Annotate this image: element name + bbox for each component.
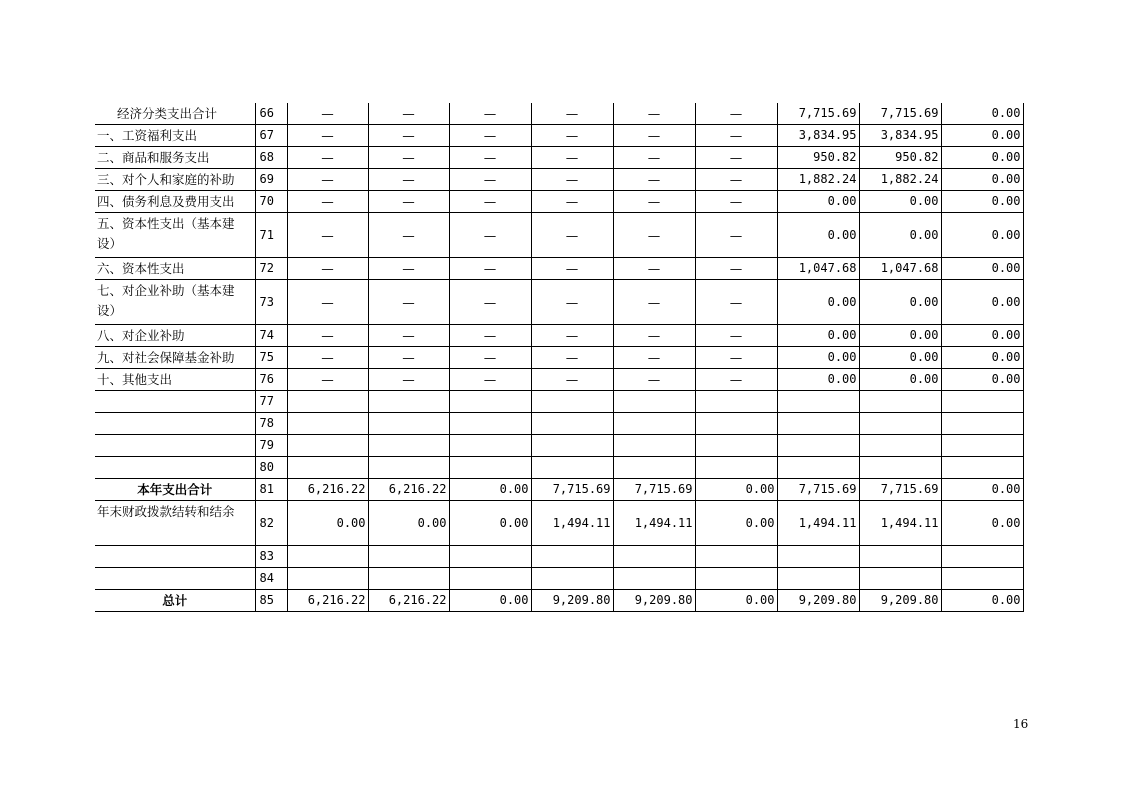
row-label: 八、对企业补助 [95, 325, 255, 347]
value-cell: — [531, 369, 613, 391]
value-cell: 0.00 [859, 325, 941, 347]
value-cell [941, 568, 1023, 590]
table-body [95, 103, 1023, 612]
row-label: 十、其他支出 [95, 369, 255, 391]
table-row [95, 568, 1023, 590]
table-row [95, 457, 1023, 479]
value-cell [449, 413, 531, 435]
row-label [95, 457, 255, 479]
table-row [95, 391, 1023, 413]
value-cell: 9,209.80 [777, 590, 859, 612]
table-row [95, 479, 1023, 501]
value-cell: 0.00 [859, 213, 941, 258]
line-number: 67 [255, 125, 287, 147]
value-cell: 1,882.24 [859, 169, 941, 191]
value-cell: — [368, 169, 449, 191]
value-cell: — [613, 103, 695, 125]
line-number: 68 [255, 147, 287, 169]
value-cell: 0.00 [941, 280, 1023, 325]
table-row [95, 369, 1023, 391]
value-cell: 7,715.69 [859, 103, 941, 125]
value-cell [941, 435, 1023, 457]
value-cell: 0.00 [695, 479, 777, 501]
value-cell: — [695, 280, 777, 325]
value-cell: 0.00 [941, 169, 1023, 191]
value-cell: 0.00 [449, 590, 531, 612]
value-cell: — [613, 213, 695, 258]
value-cell: 6,216.22 [287, 479, 368, 501]
page-number: 16 [1013, 717, 1029, 731]
value-cell: 3,834.95 [777, 125, 859, 147]
value-cell: — [449, 258, 531, 280]
value-cell: 7,715.69 [531, 479, 613, 501]
value-cell: 0.00 [777, 369, 859, 391]
value-cell [777, 413, 859, 435]
line-number: 77 [255, 391, 287, 413]
value-cell: — [287, 169, 368, 191]
row-label: 二、商品和服务支出 [95, 147, 255, 169]
value-cell: 0.00 [941, 258, 1023, 280]
value-cell: — [695, 325, 777, 347]
value-cell: — [531, 347, 613, 369]
value-cell [449, 546, 531, 568]
table-row [95, 280, 1023, 325]
value-cell: — [695, 169, 777, 191]
value-cell [287, 413, 368, 435]
value-cell: 1,494.11 [531, 501, 613, 546]
line-number: 81 [255, 479, 287, 501]
value-cell: — [613, 125, 695, 147]
table-row [95, 590, 1023, 612]
value-cell: 7,715.69 [777, 479, 859, 501]
value-cell [531, 435, 613, 457]
value-cell [368, 413, 449, 435]
line-number: 76 [255, 369, 287, 391]
line-number: 85 [255, 590, 287, 612]
value-cell: — [368, 191, 449, 213]
value-cell: — [287, 369, 368, 391]
value-cell [941, 457, 1023, 479]
value-cell: 3,834.95 [859, 125, 941, 147]
value-cell: — [368, 103, 449, 125]
table-row [95, 347, 1023, 369]
value-cell [613, 546, 695, 568]
table-row [95, 191, 1023, 213]
table-row [95, 546, 1023, 568]
value-cell: — [287, 325, 368, 347]
value-cell: 0.00 [941, 590, 1023, 612]
row-label: 经济分类支出合计 [95, 103, 255, 125]
table-row [95, 125, 1023, 147]
value-cell [613, 457, 695, 479]
value-cell: — [695, 191, 777, 213]
value-cell: 0.00 [859, 369, 941, 391]
value-cell [695, 457, 777, 479]
row-label: 四、债务利息及费用支出 [95, 191, 255, 213]
value-cell: — [449, 169, 531, 191]
value-cell: — [449, 191, 531, 213]
value-cell [368, 435, 449, 457]
value-cell: — [613, 169, 695, 191]
value-cell: — [368, 147, 449, 169]
value-cell: — [449, 369, 531, 391]
row-label [95, 391, 255, 413]
value-cell [368, 546, 449, 568]
value-cell [859, 391, 941, 413]
value-cell [287, 457, 368, 479]
value-cell: 0.00 [941, 213, 1023, 258]
value-cell: — [531, 213, 613, 258]
value-cell [695, 568, 777, 590]
value-cell [368, 457, 449, 479]
value-cell: 1,047.68 [777, 258, 859, 280]
value-cell: — [531, 103, 613, 125]
value-cell [695, 546, 777, 568]
value-cell: — [695, 347, 777, 369]
value-cell: — [531, 125, 613, 147]
value-cell [531, 391, 613, 413]
value-cell [287, 568, 368, 590]
value-cell [941, 546, 1023, 568]
value-cell: — [531, 258, 613, 280]
value-cell: — [449, 213, 531, 258]
line-number: 75 [255, 347, 287, 369]
value-cell [777, 391, 859, 413]
value-cell: 7,715.69 [613, 479, 695, 501]
row-label: 一、工资福利支出 [95, 125, 255, 147]
value-cell: 0.00 [859, 347, 941, 369]
value-cell [449, 457, 531, 479]
row-label: 五、资本性支出（基本建设） [95, 213, 255, 258]
line-number: 84 [255, 568, 287, 590]
value-cell: 0.00 [777, 325, 859, 347]
table-row [95, 435, 1023, 457]
value-cell [695, 435, 777, 457]
value-cell: — [287, 103, 368, 125]
value-cell [777, 568, 859, 590]
value-cell: 7,715.69 [777, 103, 859, 125]
table-row [95, 169, 1023, 191]
value-cell: — [368, 258, 449, 280]
value-cell: 9,209.80 [531, 590, 613, 612]
row-label: 九、对社会保障基金补助 [95, 347, 255, 369]
value-cell [613, 435, 695, 457]
value-cell [941, 413, 1023, 435]
value-cell: — [613, 280, 695, 325]
row-label: 总计 [95, 590, 255, 612]
table-row [95, 258, 1023, 280]
value-cell [531, 413, 613, 435]
value-cell [531, 546, 613, 568]
value-cell [449, 435, 531, 457]
value-cell: — [695, 258, 777, 280]
value-cell: 0.00 [859, 280, 941, 325]
row-label: 年末财政拨款结转和结余 [95, 501, 255, 546]
value-cell: — [287, 147, 368, 169]
value-cell [695, 413, 777, 435]
value-cell: — [531, 325, 613, 347]
value-cell [613, 568, 695, 590]
line-number: 80 [255, 457, 287, 479]
value-cell [287, 546, 368, 568]
value-cell [287, 391, 368, 413]
line-number: 70 [255, 191, 287, 213]
line-number: 71 [255, 213, 287, 258]
row-label [95, 568, 255, 590]
value-cell [287, 435, 368, 457]
value-cell: — [613, 191, 695, 213]
row-label: 七、对企业补助（基本建设） [95, 280, 255, 325]
value-cell: 1,882.24 [777, 169, 859, 191]
value-cell: 0.00 [941, 103, 1023, 125]
value-cell: — [613, 369, 695, 391]
table-row [95, 413, 1023, 435]
value-cell [777, 435, 859, 457]
value-cell: — [449, 125, 531, 147]
value-cell: 7,715.69 [859, 479, 941, 501]
table-row [95, 147, 1023, 169]
value-cell [777, 457, 859, 479]
value-cell: 0.00 [941, 369, 1023, 391]
line-number: 66 [255, 103, 287, 125]
line-number: 74 [255, 325, 287, 347]
value-cell [859, 413, 941, 435]
value-cell [941, 391, 1023, 413]
value-cell: 0.00 [777, 191, 859, 213]
value-cell: 1,047.68 [859, 258, 941, 280]
row-label [95, 435, 255, 457]
value-cell: — [531, 147, 613, 169]
value-cell: 0.00 [777, 213, 859, 258]
row-label: 三、对个人和家庭的补助 [95, 169, 255, 191]
value-cell [613, 391, 695, 413]
value-cell: 0.00 [941, 347, 1023, 369]
value-cell: — [287, 280, 368, 325]
value-cell: 0.00 [941, 479, 1023, 501]
value-cell: — [449, 280, 531, 325]
table-row [95, 501, 1023, 546]
value-cell: 950.82 [777, 147, 859, 169]
value-cell: 6,216.22 [368, 590, 449, 612]
value-cell: 6,216.22 [287, 590, 368, 612]
table-row [95, 103, 1023, 125]
value-cell: 0.00 [941, 325, 1023, 347]
value-cell: 0.00 [449, 479, 531, 501]
value-cell: 0.00 [859, 191, 941, 213]
value-cell: 6,216.22 [368, 479, 449, 501]
value-cell: — [368, 280, 449, 325]
value-cell [859, 568, 941, 590]
line-number: 78 [255, 413, 287, 435]
value-cell: — [368, 347, 449, 369]
value-cell [859, 546, 941, 568]
table-row [95, 325, 1023, 347]
line-number: 83 [255, 546, 287, 568]
value-cell: 1,494.11 [777, 501, 859, 546]
value-cell: 1,494.11 [859, 501, 941, 546]
line-number: 73 [255, 280, 287, 325]
value-cell: 0.00 [941, 125, 1023, 147]
value-cell: — [287, 213, 368, 258]
row-label: 本年支出合计 [95, 479, 255, 501]
value-cell: — [695, 125, 777, 147]
value-cell: — [531, 169, 613, 191]
line-number: 69 [255, 169, 287, 191]
value-cell: — [695, 369, 777, 391]
value-cell: — [695, 103, 777, 125]
value-cell: — [287, 258, 368, 280]
value-cell: — [449, 325, 531, 347]
value-cell [531, 457, 613, 479]
line-number: 82 [255, 501, 287, 546]
line-number: 72 [255, 258, 287, 280]
value-cell: — [368, 369, 449, 391]
value-cell [368, 391, 449, 413]
value-cell [449, 568, 531, 590]
value-cell: — [531, 280, 613, 325]
table-row [95, 213, 1023, 258]
value-cell: 9,209.80 [859, 590, 941, 612]
value-cell: 0.00 [777, 280, 859, 325]
value-cell: — [449, 147, 531, 169]
value-cell: 0.00 [941, 191, 1023, 213]
value-cell [695, 391, 777, 413]
value-cell: 9,209.80 [613, 590, 695, 612]
value-cell: 0.00 [368, 501, 449, 546]
value-cell: — [613, 325, 695, 347]
row-label: 六、资本性支出 [95, 258, 255, 280]
value-cell: 950.82 [859, 147, 941, 169]
expenditure-table [95, 103, 1024, 612]
value-cell [368, 568, 449, 590]
value-cell [449, 391, 531, 413]
line-number: 79 [255, 435, 287, 457]
value-cell [859, 435, 941, 457]
value-cell [859, 457, 941, 479]
value-cell: 0.00 [777, 347, 859, 369]
value-cell [531, 568, 613, 590]
value-cell: 0.00 [941, 147, 1023, 169]
value-cell: — [613, 147, 695, 169]
value-cell: — [531, 191, 613, 213]
value-cell: 0.00 [287, 501, 368, 546]
row-label [95, 413, 255, 435]
value-cell [613, 413, 695, 435]
value-cell: — [695, 213, 777, 258]
value-cell: 0.00 [695, 501, 777, 546]
value-cell [777, 546, 859, 568]
value-cell: — [287, 347, 368, 369]
value-cell: 0.00 [941, 501, 1023, 546]
value-cell: — [449, 103, 531, 125]
value-cell: — [368, 213, 449, 258]
value-cell: — [613, 347, 695, 369]
value-cell: — [368, 325, 449, 347]
value-cell: — [368, 125, 449, 147]
value-cell: — [695, 147, 777, 169]
value-cell: 1,494.11 [613, 501, 695, 546]
row-label [95, 546, 255, 568]
value-cell: — [287, 125, 368, 147]
value-cell: 0.00 [449, 501, 531, 546]
value-cell: 0.00 [695, 590, 777, 612]
value-cell: — [449, 347, 531, 369]
value-cell: — [613, 258, 695, 280]
value-cell: — [287, 191, 368, 213]
